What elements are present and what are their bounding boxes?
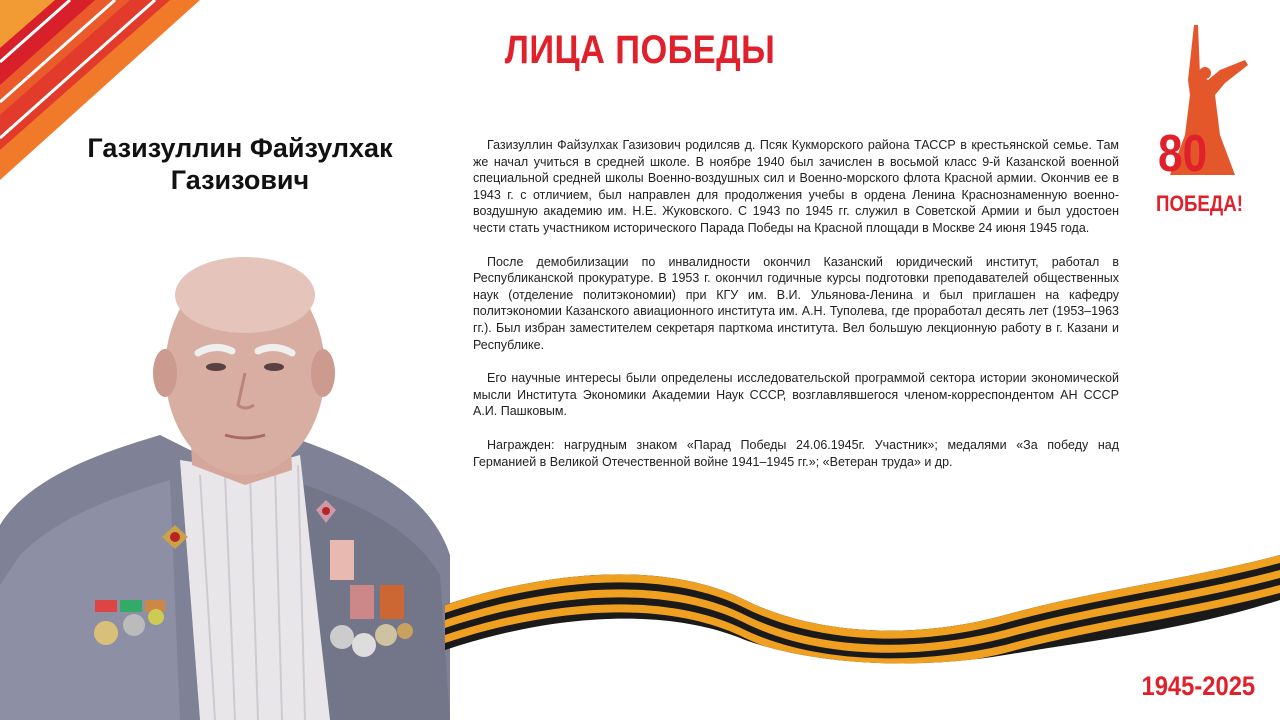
person-name-line1: Газизуллин Файзулхак <box>87 133 393 163</box>
bio-paragraph: Газизуллин Файзулхак Газизович родилсяв д. Псяк Кукморского района ТАССР в крестьянской семье. Там же начал учиться в средней школе. В ноябре 1940 был зачислен в восьмой класс 9-й Казанской военной специальной средней школы Военно-воздушных сил и Военно-морского флота Красной армии. Окончив ее в 1943 г. с отличием, был направлен для продолжения учебы в ордена Ленина Краснознаменную военно-воздушную академию им. Н.Е. Жуковского. С 1943 по 1945 гг. служил в Советской Армии и был удостоен чести стать участником исторического Парада Победы на Красной площади в Москве 24 июня 1945 года. <box>473 138 1119 235</box>
years-label: 1945-2025 <box>1141 671 1255 701</box>
person-name <box>80 132 400 196</box>
bio-paragraph: После демобилизации по инвалидности окончил Казанский юридический институт, работал в Республиканской прокуратуре. В 1953 г. окончил годичные курсы подготовки преподавателей общественных наук (отделение политэкономии) при КГУ им. В.И. Ульянова-Ленина и был приглашен на кафедру политэкономии Казанского авиационного института им. А.Н. Туполева, где проработал десять лет (1953–1963 гг.). Был избран заместителем секретаря парткома института. Вел большую лекционную работу в г. Казани и Республике. <box>473 254 1119 352</box>
person-name-line2: Газизович <box>170 165 310 195</box>
bio-paragraph: Награжден: нагрудным знаком «Парад Победы 24.06.1945г. Участник»; медалями «За победу над Германией в Великой Отечественной войне 1941–1945 гг.»; «Ветеран труда» и др. <box>473 437 1119 469</box>
st-george-ribbon-decoration <box>445 545 1280 665</box>
logo-word: ПОБЕДА! <box>1156 191 1243 216</box>
biography-text <box>473 137 1119 487</box>
bio-paragraph: Его научные интересы были определены исследовательской программой сектора истории экономической мысли Института Экономики Академии Наук СССР, возглавлявшегося членом-корреспондентом АН СССР А.И. Пашковым. <box>473 371 1119 419</box>
page-title: ЛИЦА ПОБЕДЫ <box>504 28 776 72</box>
veteran-portrait <box>0 255 450 720</box>
logo-number: 80 <box>1158 125 1208 183</box>
